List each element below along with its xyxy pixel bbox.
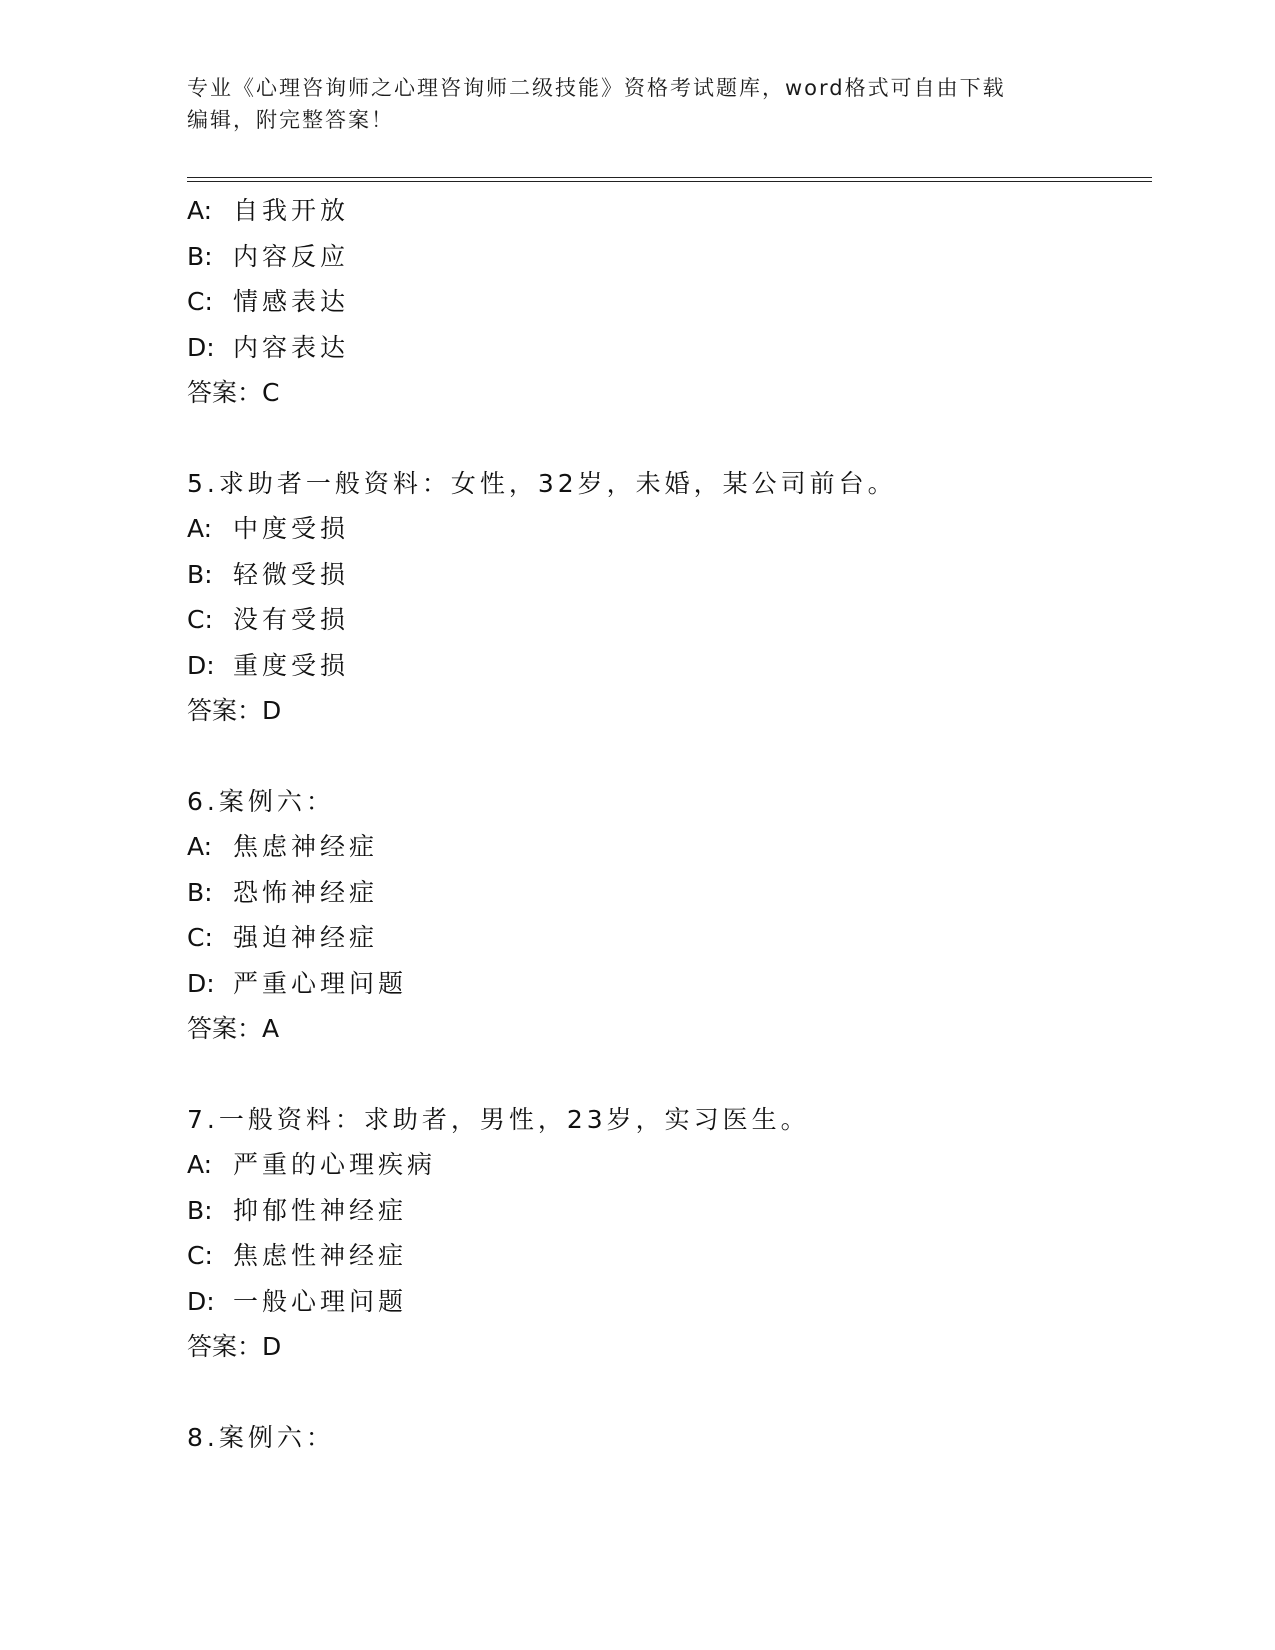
question-text: 5.求助者一般资料：女性，32岁，未婚，某公司前台。 [187, 468, 897, 498]
answer-line: 答案：D [187, 1332, 282, 1361]
option-key: B: [187, 559, 213, 589]
option-key: C: [187, 605, 213, 634]
option-line [187, 915, 1147, 961]
option-key: D: [187, 1286, 215, 1316]
question-text: 6.案例六： [187, 786, 335, 816]
option-line [187, 1233, 1147, 1279]
question-block-8 [187, 1415, 1147, 1461]
question-text: 7.一般资料：求助者，男性，23岁，实习医生。 [187, 1104, 810, 1134]
option-text: 情感表达 [233, 287, 350, 316]
option-line [187, 597, 1147, 643]
option-text: 轻微受损 [233, 559, 350, 589]
option-line [187, 1142, 1147, 1188]
option-key: D: [187, 332, 215, 362]
option-text: 重度受损 [233, 650, 350, 680]
option-line [187, 870, 1147, 916]
option-text: 一般心理问题 [233, 1286, 408, 1316]
option-text: 严重的心理疾病 [233, 1150, 437, 1179]
option-key: B: [187, 241, 213, 271]
question-block-4 [187, 188, 1147, 416]
option-key: A: [187, 196, 213, 225]
option-key: A: [187, 832, 213, 861]
option-key: D: [187, 650, 215, 680]
question-block-7 [187, 1097, 1147, 1370]
question-list [187, 188, 1147, 1460]
option-line [187, 643, 1147, 689]
option-text: 严重心理问题 [233, 968, 408, 998]
header-divider [187, 177, 1152, 182]
option-text: 没有受损 [233, 605, 350, 634]
option-key: C: [187, 923, 213, 952]
answer-line: 答案：C [187, 378, 280, 407]
document-header [187, 72, 1067, 136]
option-line [187, 961, 1147, 1007]
option-text: 焦虑神经症 [233, 832, 379, 861]
option-key: A: [187, 1150, 213, 1179]
option-key: D: [187, 968, 215, 998]
option-text: 恐怖神经症 [233, 877, 379, 907]
option-line [187, 1188, 1147, 1234]
option-text: 抑郁性神经症 [233, 1195, 408, 1225]
option-text: 中度受损 [233, 514, 350, 543]
question-text: 8.案例六： [187, 1422, 335, 1452]
option-key: A: [187, 514, 213, 543]
option-key: C: [187, 287, 213, 316]
option-text: 内容反应 [233, 241, 350, 271]
answer-line: 答案：A [187, 1014, 280, 1043]
option-line [187, 279, 1147, 325]
option-key: B: [187, 877, 213, 907]
option-line [187, 1279, 1147, 1325]
option-line [187, 552, 1147, 598]
option-line [187, 325, 1147, 371]
option-line [187, 188, 1147, 234]
question-block-6 [187, 779, 1147, 1052]
option-line [187, 824, 1147, 870]
header-line-1: 专业《心理咨询师之心理咨询师二级技能》资格考试题库，word格式可自由下载 [187, 76, 1006, 100]
option-text: 强迫神经症 [233, 923, 379, 952]
option-text: 内容表达 [233, 332, 350, 362]
option-text: 自我开放 [233, 196, 350, 225]
header-line-2: 编辑，附完整答案！ [187, 108, 394, 132]
option-key: B: [187, 1195, 213, 1225]
option-text: 焦虑性神经症 [233, 1241, 408, 1270]
option-line [187, 234, 1147, 280]
question-block-5 [187, 461, 1147, 734]
answer-line: 答案：D [187, 696, 282, 725]
option-key: C: [187, 1241, 213, 1270]
option-line [187, 506, 1147, 552]
